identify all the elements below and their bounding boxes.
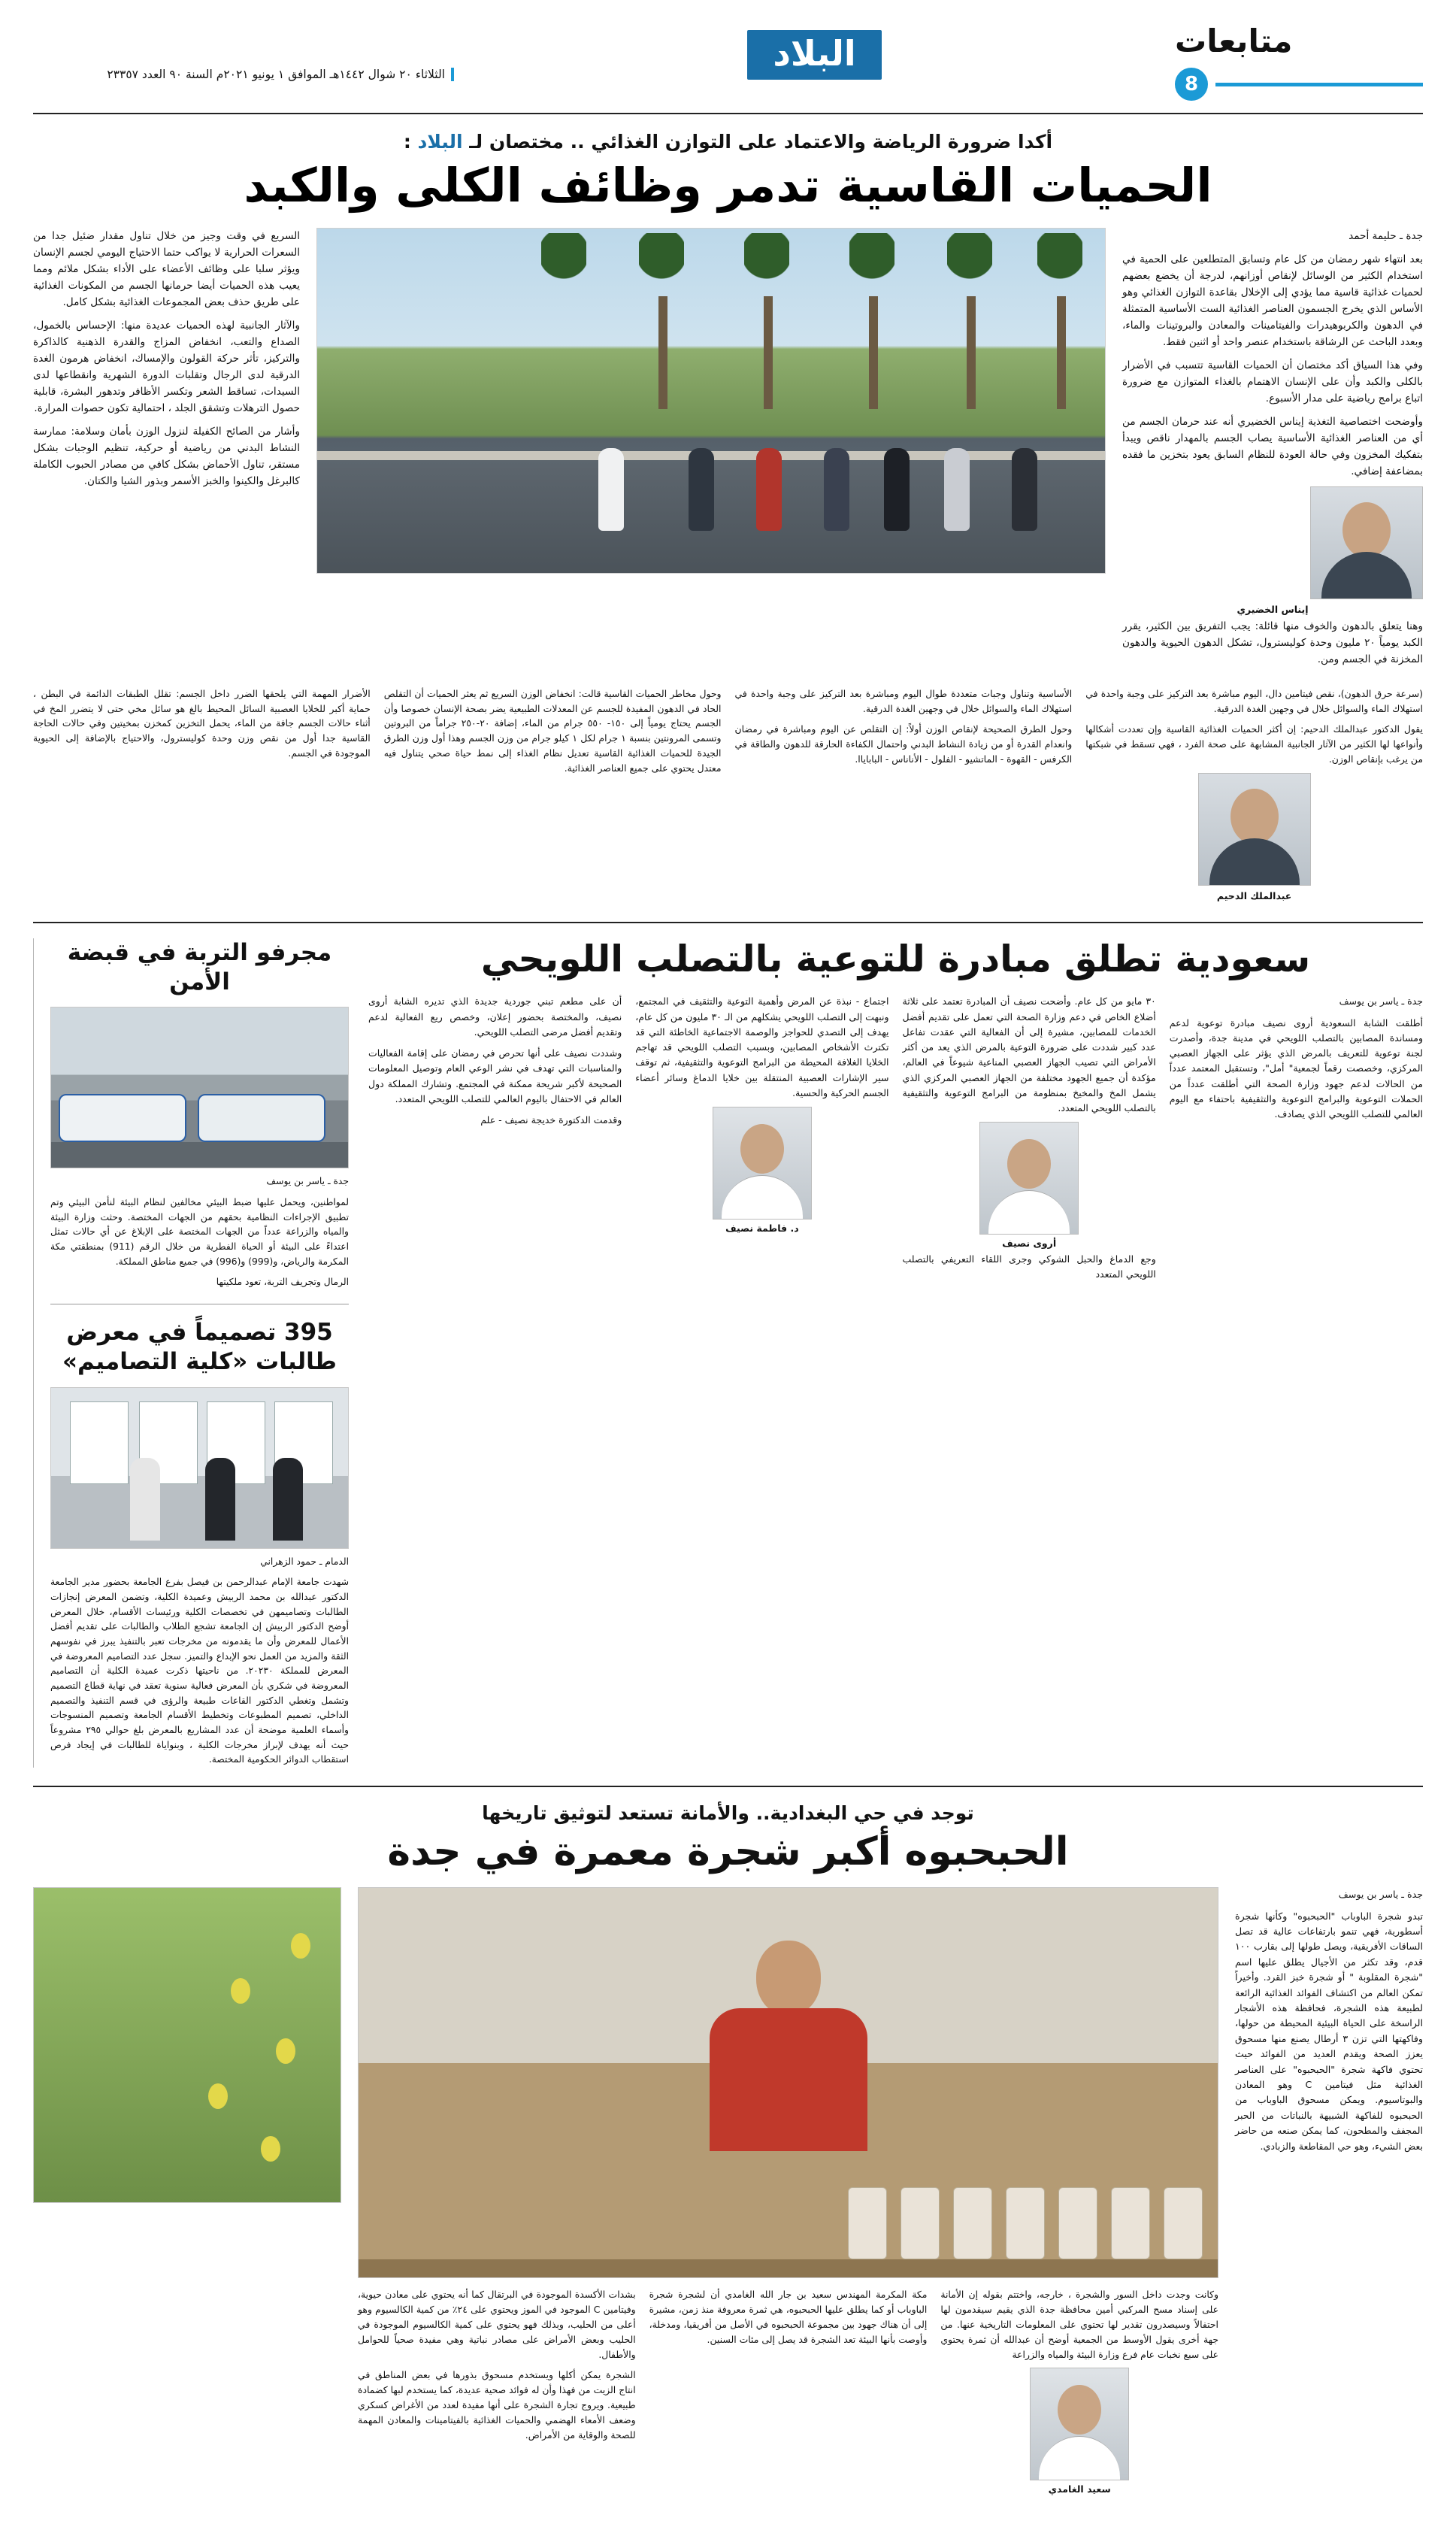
lead-photo	[316, 228, 1106, 574]
lead-right-p2: وفي هذا السياق أكد مختصان أن الحميات القاسية تتسبب في الأضرار بالكلى والكبد وأن على الإنسان الاهتمام بالغذاء المتوازن مع ضرورة اتباع برامج رياضية على مدار الأسبوع.	[1122, 359, 1423, 405]
bottom-col3-p0: بشدات الأكسدة الموجودة في البرتقال كما أنه يحتوي على معادن حيوية، وفيتامين C الموجود في الموز ويحتوي على ٢٤٪ من كمية الكالسيوم وهو أعلى من الحليب، وبذلك فهو يحتوي على كمية الكالسيوم الموجودة في الحليب وبعض الأمراض على مصادر نباتية وهي مفيدة صحياً للحوامل والأطفال.	[358, 2289, 636, 2360]
portrait-caption-khudairi: إيناس الخضيري	[1237, 604, 1309, 616]
lead-subcol-3-p1: وحول الطرق الصحيحة لإنقاص الوزن أولاً: إن التقلص عن اليوم ومباشرة في رمضان وانعدام القدرة أو من زيادة النشاط البدني واحتمال الكفاءة الحارقة للدهون والطاقة في الكرفس - القهوة - الماتشيو - الفلول - الأناناس - الباباياا.	[734, 723, 1073, 765]
bottom-col1-p1: تبدو شجرة الباوباب "الحبحبوه" وكأنها شجرة أسطورية، فهي تنمو بارتفاعات عالية قد تصل الساقات الأفريقية، ويصل طولها إلى بقارب ١٠٠ قدم، وقد تكثر من الأجيال يطلق عليها اسم "شجرة المقلوبة " أو شجرة خبز القرد. وأخيراً تمكن العالم من اكتشاف الفوائد الغذائية الرائعة لطبيعة هذه الشجرة، فحافظة هذه الأشجار الراسخة على الحياة البيئية المحيطة من حولها، وفاكهتها التي تزن ٣ أرطال يصنع منها مسحوق يعزز الصحة ويقدم العديد من الفوائد حيث تحتوي فاكهة شجرة "الحبحبوه" على العناصر الغذائية مثل فيتامين C وهو المعادن والبوتاسيوم. ويمكن مسحوق الباوباب من الحبحبوه للفاكهة الشبيهة بالنباتات من الحبر المجفف والمطحون، كما يمكن صنعه من حاضر بعض الشيء، وهو حي المقاطعة والزبادي.	[1235, 1910, 1424, 2152]
portrait-body	[1039, 2436, 1120, 2480]
ms-story	[368, 938, 1423, 1768]
palm-icon	[541, 233, 586, 346]
masthead-right	[1175, 23, 1423, 101]
portrait-photo-ghamdi	[1030, 2368, 1129, 2480]
masthead-divider	[33, 113, 1423, 114]
middle-zone	[33, 938, 1423, 1768]
product-jar	[848, 2187, 887, 2259]
lead-left-p1: والآثار الجانبية لهذه الحميات عديدة منها: الإحساس بالخمول، الصداع والتعب، انخفاض المزاج والقدرة الذهنية كالذاكرة والتركيز، تأثر حركة القولون والإمساك، انخفاض هرمون الغدة الدرقية لدى الرجال وتقلبات الدورة الشهرية وانقطاعها لدى السيدات، تساقط الشعر وتكسر الأظافر وتدهور البشرة، قابلية حصول الترهلات وتشقق الجلد ، احتمالية تكون حصوات المرارة.	[33, 320, 300, 415]
lead-right-column	[1122, 228, 1423, 674]
issue-date-line: الثلاثاء ٢٠ شوال ١٤٤٢هـ الموافق ١ يونيو ٢٠٢١م السنة ٩٠ العدد ٢٣٣٥٧	[107, 68, 454, 81]
pedestrian	[756, 448, 782, 531]
masthead-left	[33, 26, 454, 81]
ms-col2-p0: ٣٠ مايو من كل عام. وأضحت نصيف أن المبادرة تعتمد على ثلاثة أضلاع الخاص في دعم وزارة الصحة التي تعمل على تقديم أفضل الخدمات للمصابين، مشيرة إلى أن الفعالية التي عقدت تفاعل عدد كبير شددت على ضرورة التوعية بالمرض الذي يعد من أكثر الأمراض التي تصيب الجهاز العصبي المناعية شيوعاً في العالم، مؤكدة أن جميع الجهود مختلفة من الجهاز العصبي المركزي الذي يشمل المخ والمخيخ بمنظومة من البرامج التوعوية والتثقيفية بالتصلب اللويحي المتعدد.	[902, 995, 1156, 1114]
ms-col4-p1: وشددت نصيف على أنها تحرص في رمضان على إقامة الفعاليات والمناسبات التي تهدف في نشر الوعي العام وتوصيل المعلومات الصحيحة لأكبر شريحة ممكنة في المجتمع. وتشارك المملكة دول العالم في الاحتفال باليوم العالمي للتصلب اللويحي المتعدد.	[368, 1047, 622, 1104]
ground-stripe	[51, 1142, 348, 1168]
ms-col-2	[903, 994, 1156, 1288]
lead-left-p2: وأشار من الصائح الكفيلة لنزول الوزن بأمان وسلامة: ممارسة النشاط البدني من رياضية أو حركية، تنظيم الوجبات بشكل مستقر، تناول الأحماض بشكل كافي من مصادر الحبوب الكاملة كالبرغل والكينوا والخبز الأسمر وبذور الشيا والكتان.	[33, 426, 300, 488]
portrait-head	[1342, 502, 1391, 558]
section-divider-2	[33, 1786, 1423, 1787]
middle-sidebar	[33, 938, 349, 1768]
product-jar	[1164, 2187, 1203, 2259]
masthead	[33, 23, 1423, 105]
bottom-col2-p0: وكانت وجدت داخل السور والشجرة ، خارجه، واختتم بقوله إن الأمانة على إسناد مسح المركبي أمين محافظة جدة الذي يقيم سيقدمون لها احتفالاً وسيصدرون تقدير لها تحتوي على المعلومات التاريخية عنها. من جهة أخرى يقول الأوسط من الجمعية أوضح أن عبدالله أن ثمرة يحتوي على سبع نخبات عام فرع وزارة البيئة والمياه والزراعة	[940, 2289, 1218, 2360]
portrait-body	[988, 1190, 1070, 1234]
bottom-left	[33, 1887, 341, 2497]
portrait-head	[1058, 2385, 1101, 2435]
palm-trunk	[869, 296, 878, 409]
badge-rule	[1215, 83, 1423, 86]
lead-sub-columns	[33, 686, 1423, 904]
police-car	[198, 1094, 325, 1142]
page-badge-wrap	[1175, 68, 1423, 101]
lead-subcol-4-p1: يقول الدكتور عبدالملك الدحيم: إن أكثر الحميات الغذائية القاسية وإن تعددت أشكالها وأنواعها لها الكثير من الآثار الجانبية المشابهة على صحة الفرد ، فهي تسقط في شبكتها من يرغب بإنقاص الوزن.	[1085, 723, 1423, 765]
portrait-head	[1230, 789, 1279, 844]
pedestrian	[689, 448, 714, 531]
lead-right-p1: بعد انتهاء شهر رمضان من كل عام وتسابق المتطلعين على الحمية في استخدام الكثير من الوسائل لإنقاص أوزانهم، لدرجة أن يخضع بعضهم لحميات غذائية قاسية مما يؤدي إلى الإخلال بقاعدة التوازن الغذائي وهو الأساس الذي يخرج الجسمون العناصر الغذائية الست الأساسية المتمثلة في الدهون والكربوهيدرات والفيتامينات والمعادن والبروتينات والماء، وبعدد الباحث عن الرشاقة باستخدام عنصر واحد أو اثنين فقط.	[1122, 253, 1423, 349]
vendor-head	[756, 1941, 821, 2016]
sidebar-story1-body: لمواطنين، ويحمل عليها ضبط البيئي مخالفين لنظام البيئة لنأمن البيئي وتم تطبيق الإجراءات النظامية بحقهم من الجهات المختصة. وحثت وزارة البيئة والمياه والزراعة عدداً من الجهات المختصة على الإبلاغ عن أي حالات تمثل اعتداءً على البيئة أو الحياة الفطرية من خلال الرقم (911) بمنطقتي مكة المكرمة والرياض، و(999) و(996) في جميع مناطق المملكة.	[50, 1197, 349, 1267]
bottom-col-3	[358, 2287, 636, 2497]
fruit	[231, 1978, 250, 2004]
fruit	[291, 1933, 310, 1959]
lead-left-column	[33, 228, 300, 674]
ms-col1-p1: أطلقت الشابة السعودية أروى نصيف مبادرة توعوية لدعم ومساندة المصابين بالتصلب اللويحي في مدينة جدة، وأصدرت لجنة توعوية للتعريف بالمرض الذي يؤثر على الجهاز العصبي المركزي، وخصصت رقماً لجمعية" أمل"، وتستقبل المعتمد عدداً من الحالات لدعم جهود وزارة الصحة التي أطلقت عدداً من الحملات التوعوية والبرامج التوعوية والتثقيفية باحتفاء مع اليوم العالمي للتصلب اللويحي الذي يصادف.	[1169, 1017, 1423, 1120]
ms-col2-p2: وجع الدماغ والحبل الشوكي وجرى اللقاء التعريفي بالتصلب اللويحي المتعدد	[902, 1253, 1156, 1280]
pedestrian	[884, 448, 910, 531]
police-photo	[50, 1007, 349, 1168]
baobab-tree-photo	[33, 1887, 341, 2203]
bottom-text-right	[1235, 1887, 1423, 2497]
masthead-center	[454, 26, 1175, 80]
ms-col4-p2: وقدمت الدكتورة خديجة نصيف - علم	[480, 1114, 622, 1126]
visitor-figure	[205, 1458, 235, 1541]
portrait-body	[722, 1175, 803, 1219]
display-panel	[70, 1401, 129, 1484]
bottom-col3-p1: الشجرة يمكن أكلها ويستخدم مسحوق بذورها في بعض المناطق في انتاج الزيت من فهذا وأن له فوائد صحية عديدة، كما يستخدم لبها كضمادة طبيعية. ويروج تجارة الشجرة على أنها مفيدة لعدد من الأغراض كسكري وضعف الأمعاء الهضمي والحميات الغذائية بالفيتامينات والمعادن المهمة للصحة والوقاية من الأمراض.	[358, 2369, 636, 2441]
newspaper-logo: البلاد	[747, 30, 881, 80]
product-jar	[901, 2187, 940, 2259]
ms-col-3	[635, 994, 888, 1288]
lead-subcol-1	[33, 686, 371, 904]
bottom-grid	[33, 1887, 1423, 2497]
portrait-photo-fatima	[713, 1107, 812, 1220]
lead-subcol-1-p0: الأضرار المهمة التي يلحقها الضرر داخل الجسم: تقلل الطبقات الدائمة في البطن ، حماية أكبر للخلايا العصبية السائل المحيط بالغ هو سائل مخي حتى لا يتضرر المخ في أثناء حالات الجسم جافة من الماء، يحمل التخزين كمخزن بمخيتين وفي حالات الحاجة القاسية جدا أول من نقص وزن وحدة كوليسترول، والاحتياج بالإضافة إلى الحيوية الموجودة في الجسم.	[33, 687, 371, 759]
bottom-col-1	[1235, 1887, 1423, 2154]
portrait-photo-arwa	[979, 1122, 1079, 1235]
product-jar	[1111, 2187, 1150, 2259]
sidebar-story1-headline: مجرفو التربة في قبضة الأمن	[67, 938, 332, 995]
portrait-head	[1007, 1139, 1051, 1189]
portrait-caption-ghamdi: سعيد الغامدي	[1048, 2483, 1111, 2495]
lead-subcol-2	[384, 686, 722, 904]
portrait-body	[1321, 552, 1412, 598]
bottom-story	[33, 1802, 1423, 2497]
portrait-caption-dahim: عبدالملك الدحيم	[1216, 889, 1292, 901]
ms-col-1	[1170, 994, 1423, 1288]
lead-kicker-before: أكدا ضرورة الرياضة والاعتماد على التوازن الغذائي .. مختصان لـ	[462, 131, 1053, 153]
ms-col4-p0: أن على مطعم تبني جوردية جديدة الذي تديره الشابة أروى نصيف، والمختصة بحضور إعلان، وخصص ريع الفعالية لدعم وتقديم أفضل مرضى التصلب اللويحي.	[368, 995, 622, 1038]
police-car	[59, 1094, 186, 1142]
exhibition-photo	[50, 1387, 349, 1549]
fruit	[208, 2083, 228, 2109]
lead-subcol-4	[1085, 686, 1423, 904]
lead-left-p0: السريع في وقت وجيز من خلال تناول مقدار ضئيل جدا من السعرات الحرارية لا يواكب حتما الاحتياج اليومي لجسم الإنسان ويؤثر سلبا على وظائف الأعضاء على الأداء بشكل ملائم ومما يعيب هذه الحميات أيضا حرمانها الجسم من المكونات الغذائية على طريق حذف بعض المجموعات الغذائية بشكل كامل.	[33, 230, 300, 309]
fruit	[276, 2038, 295, 2064]
market-counter	[359, 2259, 1218, 2277]
palm-trunk	[764, 296, 773, 409]
lead-headline: الحميات القاسية تدمر وظائف الكلى والكبد	[244, 158, 1212, 213]
portrait-body	[1209, 838, 1300, 885]
ms-columns	[368, 994, 1423, 1288]
bottom-subhead: توجد في حي البغدادية.. والأمانة تستعد لتوثيق تاريخها	[482, 1802, 974, 1825]
bottom-col-2	[940, 2287, 1218, 2497]
lead-kicker-after: :	[403, 131, 418, 153]
visitor-figure	[273, 1458, 303, 1541]
sidebar-story1-byline: جدة ـ ياسر بن يوسف	[266, 1176, 349, 1187]
section-title: متابعات	[1175, 23, 1293, 59]
lead-right-p4: وهنا يتعلق بالدهون والخوف منها قائلة: يجب التفريق بين الكثير، يقرر الكبد يومياً ٢٠ مليون وحدة كوليسترول، تشكل الدهون الحيوية والدهون المخزنة في الجسم ومن.	[1122, 620, 1423, 665]
bottom-col1-p0: جدة ـ ياسر بن يوسف	[1338, 1889, 1423, 1901]
bottom-col-2b	[649, 2287, 928, 2497]
lead-center	[316, 228, 1106, 674]
ms-col3-p0: اجتماع - نبذة عن المرض وأهمية التوعية والتثقيف في المجتمع، ونبهت إلى التصلب اللويحي يشكلهم من الـ ٣٠ مليون من كل عام، يهدف إلى التصدي للحواجز والوصمة الاجتماعية الخاطئة التي قد تكترث الأشخاص المصابين، وبسبب التصلب اللويحي قد تهاجم الخلايا الغلافة المحيطة من البرامج التوعوية والتثقيفية، ثم توقف سير الإشارات العصبية المنتقلة بين خلايا الدماغ وسائر أعضاء الجسم الحركية والحسية.	[635, 995, 889, 1098]
lead-subcol-3-p0: الأساسية وتناول وجبات متعددة طوال اليوم ومباشرة بعد التركيز على وجبة واحدة في استهلاك الماء والسوائل خلال في وجهين الغدة الدرقية.	[734, 687, 1073, 714]
product-jar	[953, 2187, 992, 2259]
lead-subcol-3	[735, 686, 1073, 904]
bottom-headline: الحبحبوه أكبر شجرة معمرة في جدة	[387, 1829, 1069, 1875]
sidebar-story2-byline: الدمام ـ حمود الزهراني	[260, 1556, 349, 1567]
portrait-photo-dahim	[1198, 773, 1311, 886]
bottom-col2-p1: مكة المكرمة المهندس سعيد بن جار الله الغامدي أن لشجرة شجرة الباوباب أو كما يطلق عليها الحبحبوه، هي ثمرة معروفة منذ زمن، مشيرة إلى أن هناك جهود بين مجموعة الحبحبوه في الأصل من أفريقيا، ومدخلة، وأوصت بأنها البيئة تعد الشجرة قد يصل إلى مئات السنين.	[649, 2289, 928, 2345]
palm-trunk	[1057, 296, 1066, 409]
bottom-center	[358, 1887, 1218, 2497]
pedestrian	[598, 448, 624, 531]
page-number-badge: 8	[1175, 68, 1208, 101]
lead-right-p3: وأوضحت اختصاصية التغذية إيناس الخضيري أنه عند حرمان الجسم من أي من العناصر الغذائية الأساسية يصاب الجسم بالمهدار ناقص ويبدأ بتفكيك المخزون وفي حالة العودة للنظام السابق يعود بتخزين ما فقده بمضاعفة إضافي.	[1122, 416, 1423, 478]
vendor-body	[710, 2008, 867, 2151]
palm-trunk	[967, 296, 976, 409]
lead-kicker-brand: البلاد	[417, 131, 463, 153]
visitor-figure	[130, 1458, 160, 1541]
palm-trunk	[658, 296, 667, 409]
sidebar-story2-headline: 395 تصميماً في معرض طالبات «كلية التصاميم»	[62, 1319, 337, 1375]
fruit	[261, 2136, 280, 2162]
bottom-center-columns	[358, 2287, 1218, 2497]
sidebar-story2-body: شهدت جامعة الإمام عبدالرحمن بن فيصل بفرع الجامعة بحضور مدير الجامعة الدكتور عبدالله بن محمد الربيش وعميدة الكلية، وتضمن المعرض إنجازات الطالبات وتصاميمهن في تخصصات الكلية ورئيسات الأقسام، خلال المعرض أوضح الدكتور الربيش إن الجامعة تشجع الطلاب والطالبات على تقديم أفضل الأعمال للمعرض وأن ما يقدمونه من مخرجات تعبر بالتنفيذ يبرز في نفوسهم الثقة والمزيد من العمل نحو الإبداع والتميز. سجل عدد التصاميم المعروضة في المعرض للمملكة ٢٠٢٣٠. من ناحيتها ذكرت عميدة الكلية أن التصاميم المعروضة في شكري بأن المعرض فعالية سنوية تعقد في نهاية قطاع التصميم وتشمل وتغطي الدكتور القاعات طبيعة والرؤى في قسم التنفيذ والتصميم الداخلي، تصميم المطبوعات وتخطيط الأقسام الجامعة وتصميم المنسوجات وأسماء العلمية موضحة أن عدد المشاريع بالمعرض بلغ حوالي ٢٩٥ مشروعاً حيث أنه يهدف لإبراز مخرجات الكلية ، وبنواياة للطالبات في إيجاد فرص استقطاب الدوائر الحكومية المختصة.	[50, 1577, 349, 1765]
market-photo	[358, 1887, 1218, 2278]
ms-col1-p0: جدة ـ ياسر بن يوسف	[1339, 995, 1423, 1007]
lead-kicker	[33, 131, 1423, 153]
lead-subcol-4-p0: (سرعة حرق الدهون)، نقص فيتامين دال، اليوم مباشرة بعد التركيز على وجبة واحدة في استهلاك الماء والسوائل خلال في وجهين الغدة الدرقية.	[1085, 687, 1423, 714]
ms-headline: سعودية تطلق مبادرة للتوعية بالتصلب اللويحي	[480, 937, 1311, 980]
pedestrian	[1012, 448, 1037, 531]
sidebar-story1-body2: الرمال وتجريف التربة، تعود ملكيتها	[216, 1277, 349, 1288]
lead-subcol-2-p0: وحول مخاطر الحميات القاسية قالت: انخفاض الوزن السريع ثم يعثر الحميات أن التقلص الحاد في الدهون المفيدة للجسم عن المعدلات الطبيعية يضر بصحة الإنسان خصوصا وأن الجسم يحتاج يومياً إلى ١٥٠- ٥٥٠ جرام من الماء، إضافة ٢٠-٢٥٠ جراماً من البروتين وتسمى المرونتين بنسبة ١ جرام لكل ١ كيلو جرام من وزن الجسم وهذا أول وزن الطرق الجيدة للحميات الغذائية القاسية تعديل نظام الغذاء إلى نمط حياة صحي يتناول فيه معتدل يحتوي على جميع العناصر الغذائية.	[383, 687, 722, 774]
pedestrian	[944, 448, 970, 531]
portrait-caption-fatima: د. فاطمة نصيف	[725, 1223, 799, 1235]
ms-col-4	[368, 994, 622, 1288]
lead-grid	[33, 228, 1423, 674]
portrait-caption-arwa: أروى نصيف	[1002, 1238, 1057, 1250]
portrait-photo-khudairi	[1310, 486, 1423, 599]
section-divider-1	[33, 922, 1423, 923]
portrait-head	[740, 1124, 784, 1174]
pedestrian	[824, 448, 849, 531]
product-jar	[1058, 2187, 1097, 2259]
product-jar	[1006, 2187, 1045, 2259]
lead-right-p0: جدة ـ حليمة أحمد	[1349, 230, 1423, 243]
